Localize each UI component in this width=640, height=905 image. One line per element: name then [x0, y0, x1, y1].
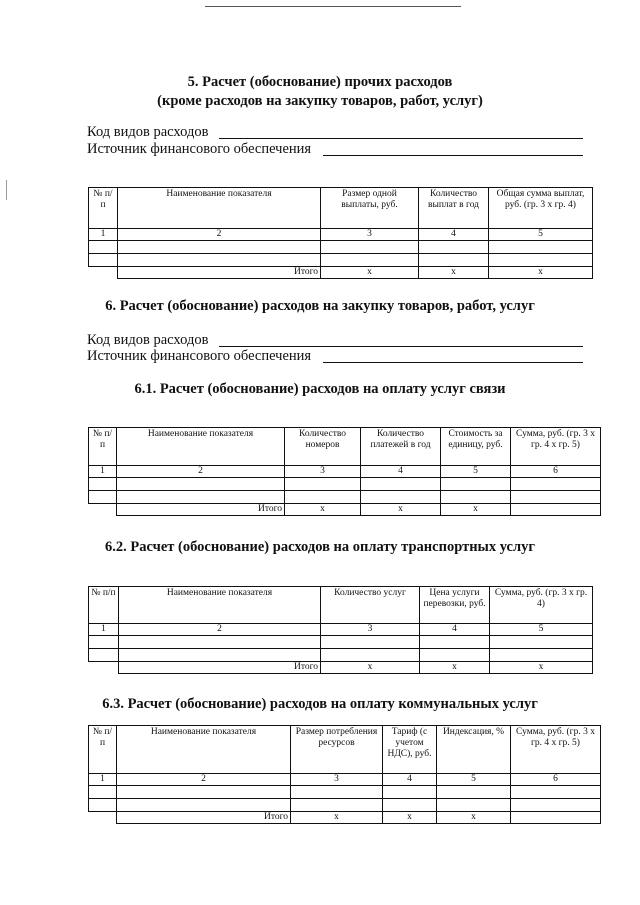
table-row[interactable]	[89, 786, 601, 799]
col-header: № п/п	[89, 428, 117, 466]
source-input-line[interactable]	[323, 155, 583, 156]
col-number: 6	[511, 466, 601, 478]
total-value: х	[420, 662, 490, 674]
col-header: Количество услуг	[321, 587, 420, 624]
col-header: Сумма, руб. (гр. 3 х гр. 4 х гр. 5)	[511, 726, 601, 774]
total-value: х	[489, 267, 593, 279]
table-row[interactable]	[89, 254, 593, 267]
total-label: Итого	[117, 812, 291, 824]
table-header-row	[89, 428, 601, 466]
section6-source-field	[87, 348, 587, 364]
source-input-line[interactable]	[323, 362, 583, 363]
column-number-row	[89, 229, 593, 241]
col-header: Наименование показателя	[119, 587, 321, 624]
col-header: Наименование показателя	[117, 428, 285, 466]
col-header: Тариф (с учетом НДС), руб.	[383, 726, 437, 774]
col-number: 3	[285, 466, 361, 478]
col-header: Сумма, руб. (гр. 3 х гр. 4 х гр. 5)	[511, 428, 601, 466]
section6-code-field	[87, 332, 587, 348]
total-value: х	[383, 812, 437, 824]
section6-title: 6. Расчет (обоснование) расходов на закупку товаров, работ, услуг	[105, 298, 535, 314]
table-row[interactable]	[89, 491, 601, 504]
total-value: х	[291, 812, 383, 824]
total-label: Итого	[118, 267, 321, 279]
col-header: Наименование показателя	[117, 726, 291, 774]
section5-title-line1: 5. Расчет (обоснование) прочих расходов	[187, 74, 453, 90]
col-header: Сумма, руб. (гр. 3 х гр. 4)	[490, 587, 593, 624]
col-number: 1	[89, 624, 119, 636]
section61-title: 6.1. Расчет (обоснование) расходов на оплату услуг связи	[134, 381, 506, 397]
col-number: 2	[117, 466, 285, 478]
top-rule	[205, 6, 461, 7]
code-input-line[interactable]	[219, 138, 583, 139]
col-number: 5	[490, 624, 593, 636]
total-row	[89, 812, 601, 824]
col-number: 2	[119, 624, 321, 636]
col-number: 3	[321, 229, 419, 241]
col-number: 5	[489, 229, 593, 241]
column-number-row	[89, 466, 601, 478]
col-number: 1	[89, 466, 117, 478]
total-value: х	[361, 504, 441, 516]
table-row[interactable]	[89, 649, 593, 662]
section62-title: 6.2. Расчет (обоснование) расходов на оплату транспортных услуг	[105, 539, 535, 555]
table-row[interactable]	[89, 241, 593, 254]
section62-table	[88, 586, 593, 674]
total-row	[89, 267, 593, 279]
col-header: Количество номеров	[285, 428, 361, 466]
table-row[interactable]	[89, 799, 601, 812]
section5-table	[88, 187, 593, 279]
section61-table	[88, 427, 601, 516]
table-header-row	[89, 587, 593, 624]
col-header: Размер одной выплаты, руб.	[321, 188, 419, 229]
col-number: 4	[419, 229, 489, 241]
total-value	[511, 504, 601, 516]
table-row[interactable]	[89, 636, 593, 649]
section63-table	[88, 725, 601, 824]
col-header: № п/п	[89, 726, 117, 774]
col-header: Наименование показателя	[118, 188, 321, 229]
col-header: Стоимость за единицу, руб.	[441, 428, 511, 466]
col-number: 2	[117, 774, 291, 786]
total-value: х	[419, 267, 489, 279]
table-row[interactable]	[89, 478, 601, 491]
col-header: Индексация, %	[437, 726, 511, 774]
section63-title: 6.3. Расчет (обоснование) расходов на оплату коммунальных услуг	[102, 696, 538, 712]
section5-title-line2: (кроме расходов на закупку товаров, работ, услуг)	[157, 93, 483, 109]
margin-mark	[6, 180, 7, 200]
table-header-row	[89, 188, 593, 229]
table-header-row	[89, 726, 601, 774]
col-number: 6	[511, 774, 601, 786]
col-number: 1	[89, 229, 118, 241]
col-number: 3	[321, 624, 420, 636]
total-value: х	[441, 504, 511, 516]
col-number: 2	[118, 229, 321, 241]
col-number: 4	[383, 774, 437, 786]
column-number-row	[89, 774, 601, 786]
total-value: х	[285, 504, 361, 516]
code-label: Код видов расходов	[87, 124, 209, 140]
total-value: х	[437, 812, 511, 824]
col-number: 5	[437, 774, 511, 786]
source-label: Источник финансового обеспечения	[87, 348, 312, 364]
section5-source-field	[87, 141, 587, 157]
total-value: х	[321, 267, 419, 279]
col-header: Количество выплат в год	[419, 188, 489, 229]
col-header: Размер потребления ресурсов	[291, 726, 383, 774]
total-value: х	[490, 662, 593, 674]
code-label: Код видов расходов	[87, 332, 209, 348]
col-header: Общая сумма выплат, руб. (гр. 3 х гр. 4)	[489, 188, 593, 229]
col-number: 5	[441, 466, 511, 478]
col-number: 1	[89, 774, 117, 786]
total-label: Итого	[119, 662, 321, 674]
code-input-line[interactable]	[219, 346, 583, 347]
col-header: № п/п	[89, 188, 118, 229]
section5-code-field	[87, 124, 587, 140]
col-number: 4	[361, 466, 441, 478]
total-value: х	[321, 662, 420, 674]
col-header: № п/п	[89, 587, 119, 624]
total-row	[89, 662, 593, 674]
col-number: 4	[420, 624, 490, 636]
col-header: Цена услуги перевозки, руб.	[420, 587, 490, 624]
total-label: Итого	[117, 504, 285, 516]
col-header: Количество платежей в год	[361, 428, 441, 466]
total-row	[89, 504, 601, 516]
col-number: 3	[291, 774, 383, 786]
source-label: Источник финансового обеспечения	[87, 141, 312, 157]
column-number-row	[89, 624, 593, 636]
total-value	[511, 812, 601, 824]
